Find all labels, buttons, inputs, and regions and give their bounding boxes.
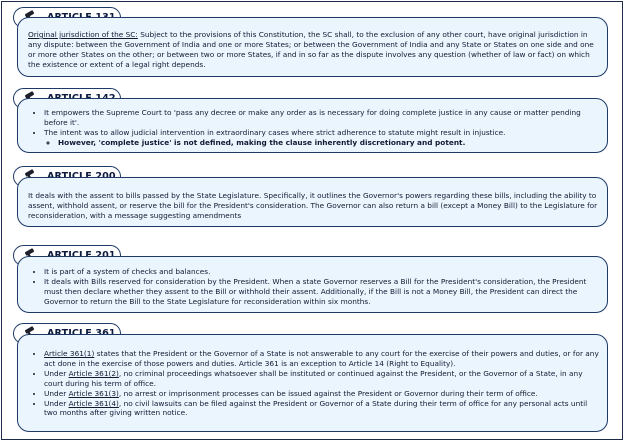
article-131-text: Subject to the provisions of this Constitution, the SC shall, to the exclusion of any other court, have original jurisdiction in any dispute: between the Government of India and one or more States; or between the Government of India and any State or States on one side and one or more other States on the other; or between two or more States, if and in so far as the dispute involves any question (whether of law or fact) on which the existence or extent of a legal right depends. (28, 30, 594, 69)
article-200-content (28, 191, 599, 221)
article-201-content (28, 267, 599, 307)
article-361-1-link[interactable]: Article 361(1) (44, 349, 95, 358)
item-prefix: Under (44, 368, 69, 378)
item-prefix: Under (44, 388, 69, 398)
item-text: , no criminal proceedings whatsoever shall be instituted or continued against the President, or the Governor of a State, in any court during his term of office. (44, 368, 583, 388)
list-item (44, 389, 599, 399)
article-131-content (28, 30, 599, 70)
sub-list-item: ◦ However, 'complete justice' is not defined, making the clause inherently discretionary and potent. (58, 138, 599, 148)
article-361-4-link[interactable]: Article 361(4) (68, 398, 119, 408)
list-item: • It is part of a system of checks and balances. (44, 267, 599, 277)
article-142-content (28, 108, 599, 148)
article-361-2-link[interactable]: Article 361(2) (68, 368, 119, 378)
item-text: states that the President or the Governor of a State is not answerable to any court for the exercise of their powers and duties, or for any act done in the exercise of those powers and duties. Article 361 is an exception to Article 14 (Right to Equality). (44, 349, 599, 368)
list-item: • The intent was to allow judicial intervention in extraordinary cases where strict adherence to statute might result in injustice. (44, 128, 599, 138)
article-142-card (17, 98, 608, 153)
list-item: • It deals with Bills reserved for consideration by the President. When a state Governor reserves a Bill for the President's consideration, the President must then declare whether they assent to the Bill or withhold their assent. Additionally, if the Bill is not a Money Bill, the President can direct the Governor to return the Bill to the State Legislature for reconsideration within six months. (44, 277, 599, 307)
list-item: • It empowers the Supreme Court to 'pass any decree or make any order as is necessary for doing complete justice in any cause or matter pending before it'. (44, 108, 599, 128)
article-361-card (17, 334, 608, 432)
item-prefix: Under (44, 398, 69, 408)
article-361-content (28, 349, 599, 418)
article-200-text: It deals with the assent to bills passed by the State Legislature. Specifically, it outlines the Governor's powers regarding these bills, including the ability to assent, withhold assent, or reserve the bill for the President's consideration. The Governor can also return a bill (except a Money Bill) to the Legislature for reconsideration, with a message suggesting amendments (28, 191, 598, 220)
item-text: , no arrest or imprisonment processes can be issued against the President or Governor during their term of office. (118, 388, 538, 398)
article-200-card (17, 177, 608, 227)
list-item (44, 369, 599, 389)
list-item (44, 399, 599, 419)
article-201-card (17, 256, 608, 313)
article-361-3-link[interactable]: Article 361(3) (68, 388, 119, 398)
article-131-lead: Original jurisdiction of the SC: (28, 30, 138, 39)
list-item (44, 349, 599, 369)
article-131-card (17, 17, 608, 77)
item-text: , no civil lawsuits can be filed against the President or Governor of a State during their term of office for any personal acts until two months after giving written notice. (44, 398, 588, 418)
